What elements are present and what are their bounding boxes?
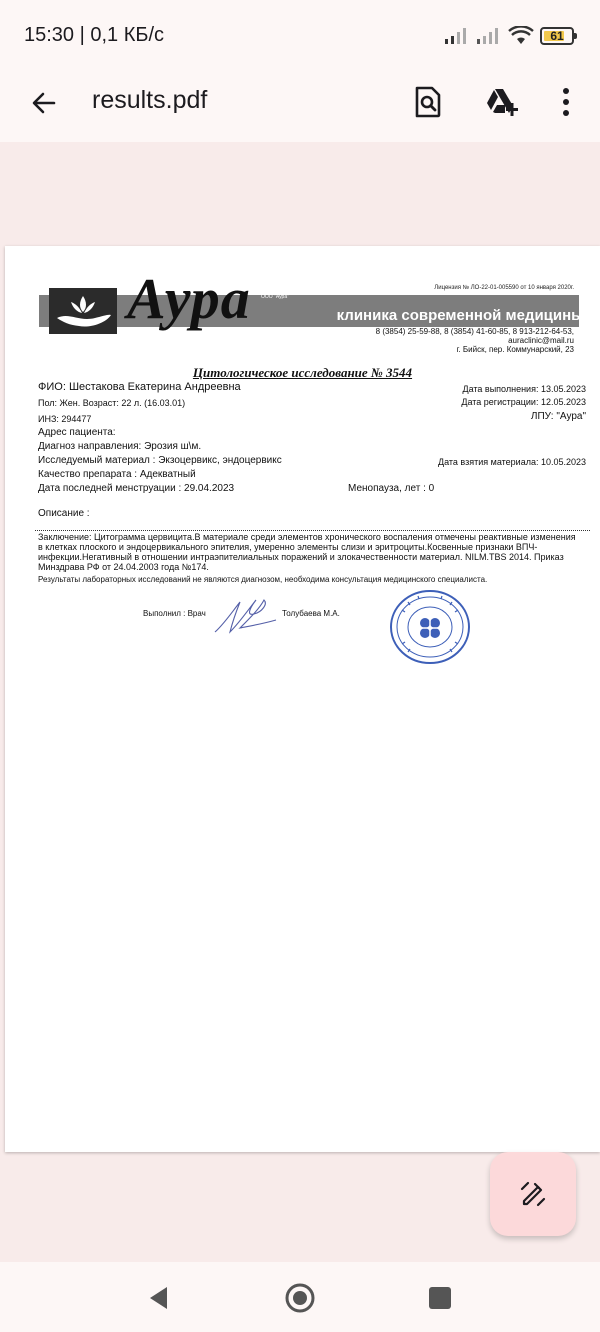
signal-icon	[444, 27, 470, 45]
navigation-bar	[0, 1262, 600, 1332]
performed-by-label: Выполнил : Врач	[143, 609, 206, 618]
more-options-button[interactable]	[544, 80, 588, 124]
pdf-page	[5, 246, 600, 1152]
edit-pen-icon	[518, 1179, 548, 1209]
add-to-drive-icon	[484, 87, 520, 117]
patient-sex-age: Пол: Жен. Возраст: 22 л. (16.03.01)	[38, 398, 186, 408]
clinic-stamp	[388, 588, 472, 666]
back-button[interactable]	[24, 83, 64, 123]
description-label: Описание :	[38, 508, 90, 519]
contact-address: г. Бийск, пер. Коммунарский, 23	[456, 345, 574, 354]
status-icons	[444, 24, 574, 48]
conclusion: Заключение: Цитограмма цервицита.В материале среди элементов хронического воспаления отмечены реактивные изменения в клетках плоского и эндоцервикального эпителия, умеренно элементы слизи и эритроциты.Косвенные признаки ВПЧ-инфекции.Негативный в отношении интраэпителиальных поражений и злокачественности материал. NILM.TBS 2014. Приказ Минздрава РФ от 24.04.2003 года №174.	[38, 532, 576, 572]
lpu: ЛПУ: "Аура"	[530, 411, 586, 422]
app-bar	[0, 72, 600, 142]
nav-recents-button[interactable]	[422, 1280, 458, 1316]
date-registered: Дата регистрации: 12.05.2023	[461, 397, 586, 407]
clinic-logo-text: Аура	[127, 266, 251, 331]
search-in-document-icon	[414, 86, 442, 118]
divider	[35, 530, 590, 531]
battery-level: 61	[550, 29, 564, 43]
more-options-icon	[561, 87, 571, 117]
clinic-emblem-icon	[49, 288, 117, 334]
patient-fio: ФИО: Шестакова Екатерина Андреевна	[38, 381, 241, 393]
contact-email: auraclinic@mail.ru	[508, 336, 574, 345]
recents-square-icon	[428, 1286, 452, 1310]
document-title: Цитологическое исследование № 3544	[192, 365, 413, 380]
back-triangle-icon	[147, 1285, 171, 1311]
wifi-icon	[508, 26, 534, 46]
disclaimer: Результаты лабораторных исследований не являются диагнозом, необходима консультация медицинского специалиста.	[38, 575, 488, 584]
license-text: Лицензия № ЛО-22-01-005590 от 10 января 2020г.	[434, 285, 574, 291]
file-title: results.pdf	[92, 86, 208, 114]
clinic-tagline: клиника современной медицины	[336, 307, 584, 324]
status-time: 15:30 | 0,1 КБ/с	[24, 24, 165, 46]
referral-diagnosis: Диагноз направления: Эрозия ш\м.	[38, 441, 202, 452]
add-to-drive-button[interactable]	[480, 80, 524, 124]
patient-inz: ИНЗ: 294477	[38, 414, 92, 424]
doctor-signature	[210, 594, 280, 636]
battery-icon	[540, 27, 574, 45]
clinic-contacts	[376, 327, 574, 354]
signal-icon	[476, 27, 502, 45]
nav-home-button[interactable]	[282, 1280, 318, 1316]
status-bar	[0, 0, 600, 72]
search-in-document-button[interactable]	[406, 80, 450, 124]
date-sampled: Дата взятия материала: 10.05.2023	[438, 457, 586, 467]
patient-address: Адрес пациента:	[38, 427, 116, 438]
last-menstruation: Дата последней менструации : 29.04.2023	[38, 483, 235, 494]
arrow-back-icon	[30, 89, 58, 117]
date-performed: Дата выполнения: 13.05.2023	[462, 384, 586, 394]
home-circle-icon	[284, 1282, 316, 1314]
logo-org: ООО "Аура"	[261, 294, 289, 300]
material: Исследуемый материал : Экзоцервикс, эндоцервикс	[38, 455, 282, 466]
edit-fab[interactable]	[490, 1152, 576, 1236]
sample-quality: Качество препарата : Адекватный	[38, 469, 196, 480]
pdf-viewer[interactable]	[0, 142, 600, 1262]
doctor-name: Толубаева М.А.	[282, 609, 340, 618]
contact-phones: 8 (3854) 25-59-88, 8 (3854) 41-60-85, 8 913-212-64-53,	[375, 327, 574, 336]
nav-back-button[interactable]	[141, 1280, 177, 1316]
menopause: Менопауза, лет : 0	[348, 483, 435, 494]
